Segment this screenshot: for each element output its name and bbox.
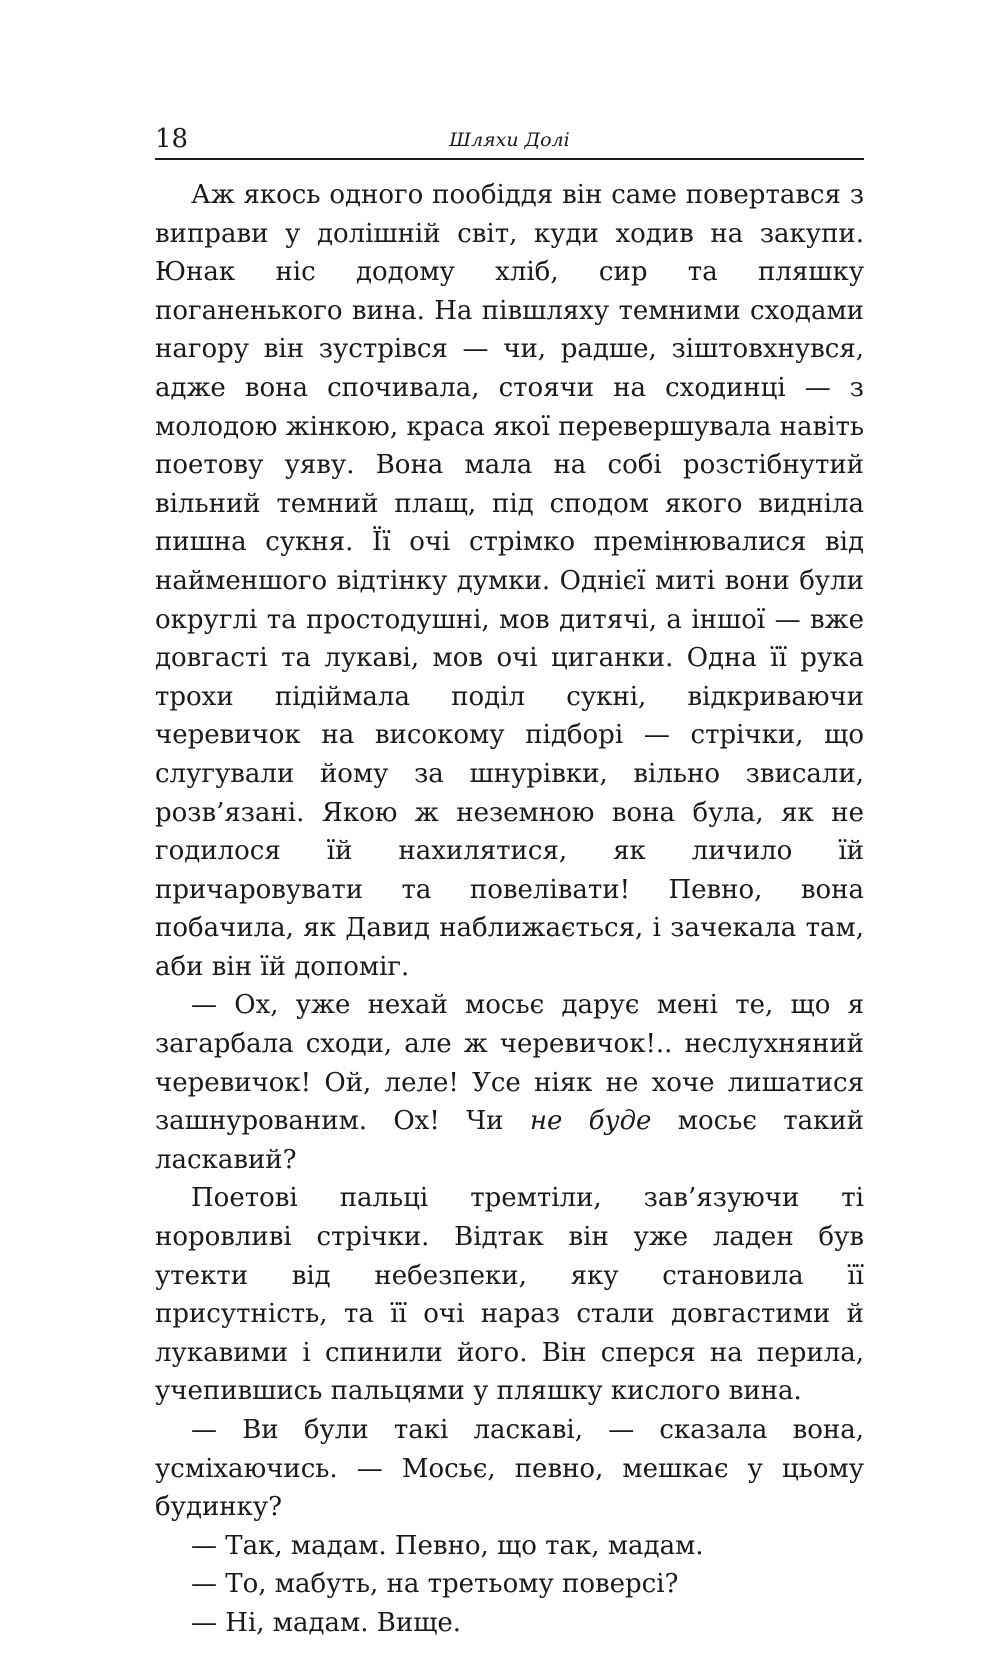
paragraph-text: мосьє такий ласкавий?: [155, 1106, 864, 1175]
paragraph: Поетові пальці тремтіли, зав’язуючи ті норовливі стрічки. Відтак він уже ладен був утекти від небезпеки, яку становила її присутність, та її очі нараз стали довгастими й лукавими і спинили його. Він сперся на перила, учепившись пальцями у пляшку кислого вина.: [155, 1183, 864, 1407]
body-text: [155, 176, 864, 1643]
paragraph: — Ви були такі ласкаві, — сказала вона, усміхаючись. — Мосьє, певно, мешкає у цьому будинку?: [155, 1415, 864, 1523]
paragraph-text: — Ох, уже нехай мосьє дарує мені те, що я загарбала сходи, але ж черевичок!.. неслухняний черевичок! Ой, леле! Усе ніяк не хоче лишатися зашнурованим. Ох! Чи: [155, 990, 864, 1137]
paragraph: — То, мабуть, на третьому поверсі?: [191, 1569, 679, 1600]
paragraph: [155, 986, 864, 1179]
running-title: Шляхи Долі: [449, 129, 570, 151]
paragraph: — Ні, мадам. Вище.: [191, 1607, 462, 1638]
paragraph: Аж якось одного пообіддя він саме повертався з виправи у долішній світ, куди ходив на закупи. Юнак ніс додому хліб, сир та пляшку поганенького вина. На півшляху темними сходами нагору він зустрівся — чи, радше, зіштовхнувся, адже вона спочивала, стоячи на сходинці — з молодою жінкою, краса якої перевершувала навіть поетову уяву. Вона мала на собі розстібнутий вільний темний плащ, під сподом якого видніла пишна сукня. Її очі стрімко премінювалися від найменшого відтінку думки. Однієї миті вони були округлі та простодушні, мов дитячі, а іншої — вже довгасті та лукаві, мов очі циганки. Одна її рука трохи підіймала поділ сукні, відкриваючи черевичок на високому підборі — стрічки, що слугували йому за шнурівки, вільно звисали, розв’язані. Якою ж неземною вона була, як не годилося їй нахилятися, як личило їй причаровувати та повелівати! Певно, вона побачила, як Давид наближається, і зачекала там, аби він їй допоміг.: [155, 180, 864, 982]
book-page: [155, 118, 864, 1643]
emphasis-text: не буде: [529, 1106, 652, 1137]
paragraph: — Так, мадам. Певно, що так, мадам.: [191, 1530, 704, 1561]
page-number: 18: [155, 124, 189, 154]
running-header: [155, 118, 864, 160]
